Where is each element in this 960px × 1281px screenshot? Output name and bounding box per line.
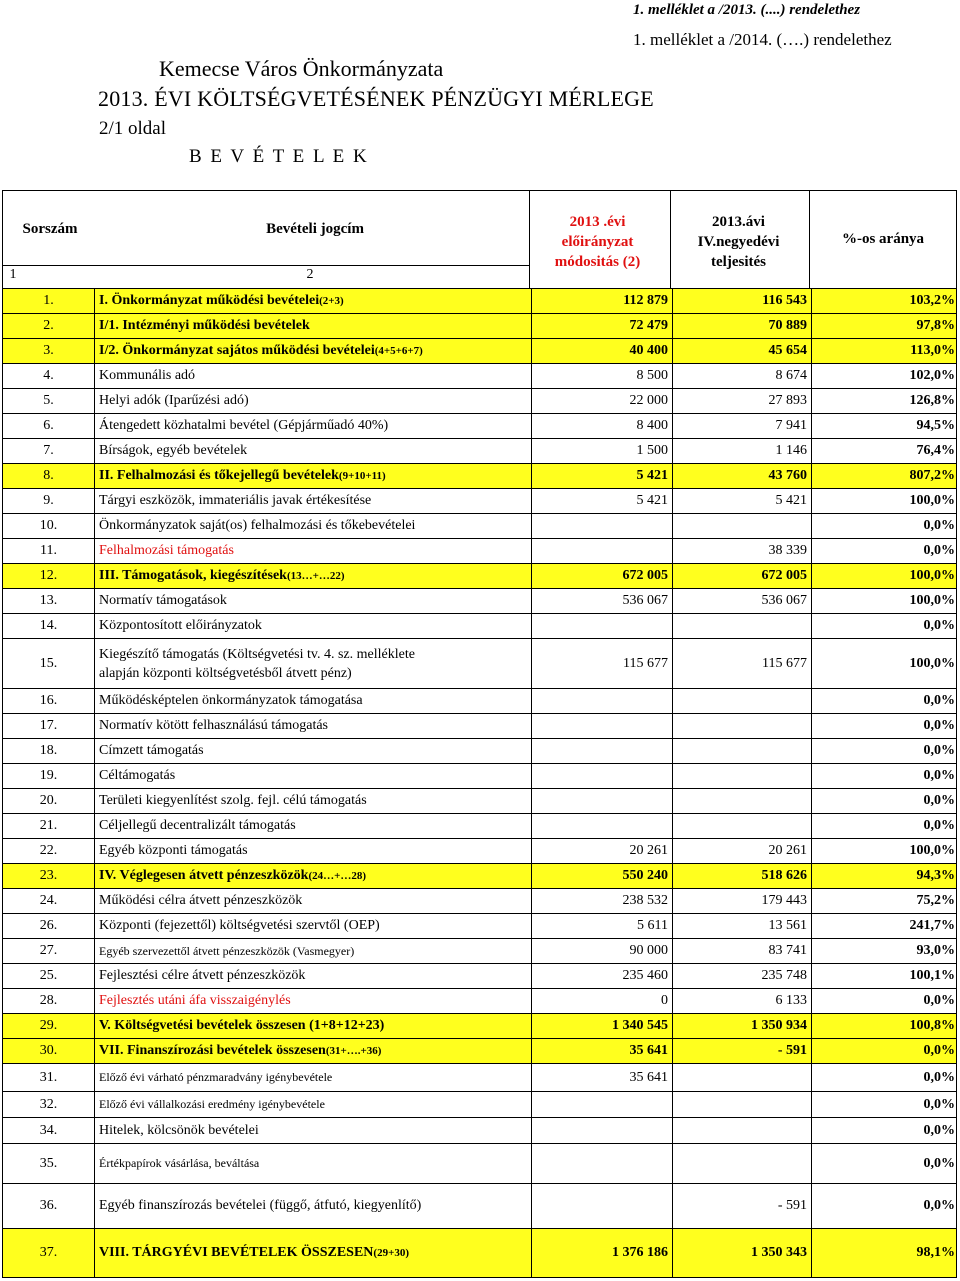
planned-value: [531, 814, 668, 838]
actual-value: [672, 1144, 807, 1183]
actual-value: 8 674: [672, 364, 807, 388]
table-row: [3, 513, 957, 538]
row-number: 5.: [3, 389, 95, 413]
row-title: [99, 614, 529, 638]
actual-value: 1 146: [672, 439, 807, 463]
actual-value: 7 941: [672, 414, 807, 438]
row-title-text: Értékpapírok vásárlása, beváltása: [99, 1156, 260, 1170]
table-row: [3, 1228, 957, 1277]
row-number: 11.: [3, 539, 95, 563]
planned-value: 35 641: [531, 1039, 668, 1063]
row-title-text: Egyéb szervezettől átvett pénzeszközök (Vasmegyer): [99, 943, 355, 958]
table-row: [3, 463, 957, 488]
table-row: [3, 1013, 957, 1038]
row-title-text: V. Költségvetési bevételek összesen (1+8+12+23): [99, 1018, 385, 1033]
row-title-text: I/1. Intézményi működési bevételek: [99, 318, 310, 333]
percent-value: 807,2%: [811, 464, 957, 488]
row-title: [99, 939, 529, 963]
row-title-text: Normatív kötött felhasználású támogatás: [99, 718, 328, 733]
planned-value: 235 460: [531, 964, 668, 988]
row-title: [99, 1064, 529, 1091]
row-title: [99, 1229, 529, 1277]
percent-value: 100,0%: [811, 589, 957, 613]
table-bottom-border: [3, 1277, 957, 1278]
annex-reference-2014: 1. melléklet a /2014. (….) rendelethez: [633, 30, 892, 49]
row-number: 27.: [3, 939, 95, 963]
row-title: [99, 964, 529, 988]
actual-value: 27 893: [672, 389, 807, 413]
row-title: [99, 289, 529, 313]
percent-value: 100,0%: [811, 564, 957, 588]
planned-value: [531, 614, 668, 638]
table-row: [3, 963, 957, 988]
row-title-text: Hitelek, kölcsönök bevételei: [99, 1122, 259, 1138]
row-number: 29.: [3, 1014, 95, 1038]
planned-value: 1 500: [531, 439, 668, 463]
row-title: [99, 1014, 529, 1038]
actual-value: 1 350 934: [672, 1014, 807, 1038]
percent-value: 0,0%: [811, 1118, 957, 1143]
actual-value: 38 339: [672, 539, 807, 563]
table-row: [3, 888, 957, 913]
row-title-text: Címzett támogatás: [99, 743, 204, 758]
percent-value: 94,5%: [811, 414, 957, 438]
row-title-formula: (29+30): [373, 1247, 410, 1259]
row-title-text: VIII. TÁRGYÉVI BEVÉTELEK ÖSSZESEN: [99, 1245, 374, 1260]
percent-value: 100,0%: [811, 839, 957, 863]
planned-value: 90 000: [531, 939, 668, 963]
percent-value: 126,8%: [811, 389, 957, 413]
planned-value: [531, 1118, 668, 1143]
row-title: [99, 314, 529, 338]
percent-value: 97,8%: [811, 314, 957, 338]
percent-value: 0,0%: [811, 739, 957, 763]
row-number: 8.: [3, 464, 95, 488]
planned-value: 22 000: [531, 389, 668, 413]
row-title-formula: (2+3): [319, 295, 344, 307]
row-number: 6.: [3, 414, 95, 438]
row-number: 17.: [3, 714, 95, 738]
actual-value: 5 421: [672, 489, 807, 513]
row-number: 26.: [3, 914, 95, 938]
actual-value: 116 543: [672, 289, 807, 313]
planned-value: [531, 789, 668, 813]
planned-value: 8 500: [531, 364, 668, 388]
actual-value: 20 261: [672, 839, 807, 863]
row-title: [99, 989, 529, 1013]
col-header-name: Bevételi jogcím: [266, 221, 364, 237]
planned-value: 5 421: [531, 489, 668, 513]
col-header-no: Sorszám: [22, 221, 78, 237]
page-indicator: 2/1 oldal: [99, 118, 167, 139]
annex-reference-2013: 1. melléklet a /2013. (....) rendelethez: [633, 2, 861, 18]
row-number: 3.: [3, 339, 95, 363]
row-title-text: Kommunális adó: [99, 368, 196, 383]
row-number: 15.: [3, 639, 95, 688]
actual-value: 43 760: [672, 464, 807, 488]
actual-value: 70 889: [672, 314, 807, 338]
planned-value: [531, 714, 668, 738]
percent-value: 102,0%: [811, 364, 957, 388]
row-number: 12.: [3, 564, 95, 588]
percent-value: 0,0%: [811, 1064, 957, 1091]
row-number: 35.: [3, 1144, 95, 1183]
percent-value: 0,0%: [811, 1039, 957, 1063]
col-index-2: 2: [306, 267, 314, 282]
row-title-text: Helyi adók (Iparűzési adó): [99, 393, 249, 408]
percent-value: 241,7%: [811, 914, 957, 938]
actual-value: 235 748: [672, 964, 807, 988]
row-title: [99, 1039, 529, 1063]
row-title-text: I. Önkormányzat működési bevételei: [99, 293, 320, 308]
row-title: [99, 764, 529, 788]
table-row: [3, 1063, 957, 1091]
row-title: [99, 714, 529, 738]
table-row: [3, 363, 957, 388]
table-row: [3, 588, 957, 613]
row-title: [99, 364, 529, 388]
actual-value: 536 067: [672, 589, 807, 613]
row-number: 16.: [3, 689, 95, 713]
row-title: [99, 789, 529, 813]
table-row: [3, 1091, 957, 1117]
row-title: [99, 689, 529, 713]
row-title: [99, 389, 529, 413]
planned-value: [531, 1184, 668, 1228]
col-header-actual-line1: 2013.ávi: [712, 214, 765, 230]
row-title: [99, 439, 529, 463]
row-title-text: Önkormányzatok saját(os) felhalmozási és tőkebevételei: [99, 518, 416, 533]
col-header-planned: [530, 212, 665, 272]
row-number: 24.: [3, 889, 95, 913]
actual-value: [672, 764, 807, 788]
table-row: [3, 838, 957, 863]
percent-value: 113,0%: [811, 339, 957, 363]
row-title-text: Normatív támogatások: [99, 593, 227, 608]
row-number: 9.: [3, 489, 95, 513]
actual-value: [672, 789, 807, 813]
percent-value: 0,0%: [811, 614, 957, 638]
row-title-formula: (9+10+11): [338, 470, 386, 482]
table-row: [3, 763, 957, 788]
document-title: 2013. ÉVI KÖLTSÉGVETÉSÉNEK PÉNZÜGYI MÉRLEGE: [98, 86, 654, 111]
row-title-text: Fejlesztés utáni áfa visszaigénylés: [99, 993, 291, 1008]
planned-value: 5 611: [531, 914, 668, 938]
planned-value: 536 067: [531, 589, 668, 613]
percent-value: 76,4%: [811, 439, 957, 463]
row-title: [99, 514, 529, 538]
percent-value: 0,0%: [811, 689, 957, 713]
table-row: [3, 438, 957, 463]
row-title: [99, 739, 529, 763]
col-header-actual-line3: teljesités: [711, 254, 766, 270]
row-title-formula: (13…+…22): [286, 570, 345, 582]
col-header-actual: [671, 212, 806, 272]
row-title-text: VII. Finanszírozási bevételek összesen: [99, 1043, 326, 1058]
row-title: [99, 814, 529, 838]
table-row: [3, 338, 957, 363]
table-right-border: [956, 288, 957, 1278]
row-title: [99, 839, 529, 863]
row-number: 32.: [3, 1092, 95, 1117]
col-header-percent: %-os aránya: [841, 231, 925, 247]
table-row: [3, 313, 957, 338]
row-title: [99, 1092, 529, 1117]
organization-name: Kemecse Város Önkormányzata: [159, 56, 444, 81]
percent-value: 75,2%: [811, 889, 957, 913]
actual-value: 672 005: [672, 564, 807, 588]
row-number: 1.: [3, 289, 95, 313]
row-number: 4.: [3, 364, 95, 388]
row-title-line2: alapján központi költségvetésből átvett pénz): [99, 665, 352, 681]
row-number: 21.: [3, 814, 95, 838]
actual-value: [672, 1092, 807, 1117]
row-title: [99, 464, 529, 488]
table-row: [3, 863, 957, 888]
row-title-text: Céljellegű decentralizált támogatás: [99, 818, 296, 833]
planned-value: 35 641: [531, 1064, 668, 1091]
percent-value: 100,0%: [811, 489, 957, 513]
row-title-text: Egyéb központi támogatás: [99, 843, 248, 858]
planned-value: [531, 764, 668, 788]
planned-value: [531, 1144, 668, 1183]
col-header-planned-line3: módositás (2): [554, 254, 641, 270]
row-title-formula: (24…+…28): [308, 870, 367, 882]
row-number: 30.: [3, 1039, 95, 1063]
percent-value: 0,0%: [811, 989, 957, 1013]
row-number: 37.: [3, 1229, 95, 1277]
row-title-text: II. Felhalmozási és tőkejellegű bevételek: [99, 468, 339, 483]
percent-value: 0,0%: [811, 814, 957, 838]
planned-value: 72 479: [531, 314, 668, 338]
actual-value: 179 443: [672, 889, 807, 913]
percent-value: 0,0%: [811, 789, 957, 813]
row-title: [99, 539, 529, 563]
row-title: [99, 864, 529, 888]
percent-value: 94,3%: [811, 864, 957, 888]
percent-value: 0,0%: [811, 764, 957, 788]
row-number: 14.: [3, 614, 95, 638]
planned-value: 1 376 186: [531, 1229, 668, 1277]
row-title-text: Fejlesztési célre átvett pénzeszközök: [99, 968, 306, 983]
percent-value: 0,0%: [811, 1092, 957, 1117]
row-title-text: Bírságok, egyéb bevételek: [99, 443, 248, 458]
col-header-actual-line2: IV.negyedévi: [697, 234, 780, 250]
actual-value: - 591: [672, 1184, 807, 1228]
planned-value: 550 240: [531, 864, 668, 888]
row-number: 19.: [3, 764, 95, 788]
row-title-text: Előző évi várható pénzmaradvány igénybevétele: [99, 1070, 333, 1084]
table-left-border: [2, 288, 3, 1278]
actual-value: [672, 689, 807, 713]
row-title: [99, 1184, 529, 1228]
table-row: [3, 713, 957, 738]
planned-value: 115 677: [531, 639, 668, 688]
planned-value: [531, 1092, 668, 1117]
row-title-text: III. Támogatások, kiegészítések: [99, 568, 287, 583]
row-title-text: Egyéb finanszírozás bevételei (függő, átfutó, kiegyenlítő): [99, 1198, 422, 1213]
table-row: [3, 388, 957, 413]
actual-value: 115 677: [672, 639, 807, 688]
planned-value: 112 879: [531, 289, 668, 313]
percent-value: 0,0%: [811, 1184, 957, 1228]
actual-value: [672, 1064, 807, 1091]
percent-value: 100,0%: [811, 639, 957, 688]
actual-value: [672, 614, 807, 638]
row-title-text: Központi (fejezettől) költségvetési szervtől (OEP): [99, 918, 380, 933]
table-row: [3, 563, 957, 588]
percent-value: 0,0%: [811, 539, 957, 563]
row-title: [99, 414, 529, 438]
planned-value: 20 261: [531, 839, 668, 863]
actual-value: [672, 714, 807, 738]
table-row: [3, 488, 957, 513]
table-row: [3, 538, 957, 563]
row-number: 10.: [3, 514, 95, 538]
row-title: [99, 489, 529, 513]
actual-value: 1 350 343: [672, 1229, 807, 1277]
planned-value: 238 532: [531, 889, 668, 913]
table-row: [3, 688, 957, 713]
row-title: [99, 1118, 529, 1143]
row-title-text: Tárgyi eszközök, immateriális javak értékesítése: [99, 493, 372, 508]
row-number: 13.: [3, 589, 95, 613]
table-row: [3, 813, 957, 838]
actual-value: 6 133: [672, 989, 807, 1013]
percent-value: 100,1%: [811, 964, 957, 988]
row-title-text: Működésképtelen önkormányzatok támogatása: [99, 693, 363, 708]
table-row: [3, 638, 957, 688]
actual-value: - 591: [672, 1039, 807, 1063]
row-number: 2.: [3, 314, 95, 338]
table-row: [3, 788, 957, 813]
row-title: [99, 589, 529, 613]
planned-value: 672 005: [531, 564, 668, 588]
col-index-1: 1: [9, 267, 17, 282]
planned-value: 8 400: [531, 414, 668, 438]
planned-value: 5 421: [531, 464, 668, 488]
row-number: 36.: [3, 1184, 95, 1228]
row-number: 25.: [3, 964, 95, 988]
actual-value: [672, 814, 807, 838]
row-number: 23.: [3, 864, 95, 888]
row-number: 7.: [3, 439, 95, 463]
table-row: [3, 1143, 957, 1183]
actual-value: 45 654: [672, 339, 807, 363]
table-row: [3, 413, 957, 438]
row-number: 34.: [3, 1118, 95, 1143]
percent-value: 0,0%: [811, 1144, 957, 1183]
planned-value: 1 340 545: [531, 1014, 668, 1038]
row-number: 20.: [3, 789, 95, 813]
table-row: [3, 613, 957, 638]
table-row: [3, 1183, 957, 1228]
row-title-line1: Kiegészítő támogatás (Költségvetési tv. 4. sz. melléklete: [99, 646, 415, 662]
percent-value: 98,1%: [811, 1229, 957, 1277]
table-row: [3, 738, 957, 763]
row-title: [99, 339, 529, 363]
row-title-text: Felhalmozási támogatás: [99, 543, 234, 558]
row-title: [99, 889, 529, 913]
table-row: [3, 938, 957, 963]
col-header-planned-line2: előirányzat: [561, 234, 634, 250]
row-number: 28.: [3, 989, 95, 1013]
col-header-planned-line1: 2013 .évi: [569, 214, 626, 230]
percent-value: 103,2%: [811, 289, 957, 313]
row-title: [99, 1144, 529, 1183]
planned-value: 40 400: [531, 339, 668, 363]
table-row: [3, 288, 957, 313]
planned-value: [531, 739, 668, 763]
row-title: [99, 564, 529, 588]
table-row: [3, 988, 957, 1013]
table-row: [3, 1038, 957, 1063]
row-number: 18.: [3, 739, 95, 763]
actual-value: 13 561: [672, 914, 807, 938]
row-title-text: I/2. Önkormányzat sajátos működési bevételei: [99, 343, 375, 358]
row-title-text: Központosított előirányzatok: [99, 618, 262, 633]
table-row: [3, 1117, 957, 1143]
row-title-text: Területi kiegyenlítést szolg. fejl. célú támogatás: [99, 793, 367, 808]
row-number: 22.: [3, 839, 95, 863]
row-title: [99, 914, 529, 938]
actual-value: [672, 739, 807, 763]
percent-value: 0,0%: [811, 514, 957, 538]
row-title-text: Előző évi vállalkozási eredmény igénybevétele: [99, 1097, 325, 1111]
row-title-text: Céltámogatás: [99, 768, 176, 783]
actual-value: [672, 514, 807, 538]
table-row: [3, 913, 957, 938]
row-title-formula: (4+5+6+7): [374, 345, 423, 357]
row-title: [99, 639, 529, 688]
actual-value: 83 741: [672, 939, 807, 963]
planned-value: [531, 514, 668, 538]
actual-value: 518 626: [672, 864, 807, 888]
row-title-text: IV. Véglegesen átvett pénzeszközök: [99, 868, 309, 883]
actual-value: [672, 1118, 807, 1143]
row-title-formula: (31+….+36): [325, 1045, 382, 1057]
percent-value: 93,0%: [811, 939, 957, 963]
section-title: B E V É T E L E K: [189, 146, 369, 167]
row-number: 31.: [3, 1064, 95, 1091]
planned-value: [531, 539, 668, 563]
percent-value: 0,0%: [811, 714, 957, 738]
percent-value: 100,8%: [811, 1014, 957, 1038]
planned-value: [531, 689, 668, 713]
planned-value: 0: [531, 989, 668, 1013]
row-title-text: Átengedett közhatalmi bevétel (Gépjárműadó 40%): [99, 418, 389, 433]
row-title-text: Működési célra átvett pénzeszközök: [99, 893, 303, 908]
